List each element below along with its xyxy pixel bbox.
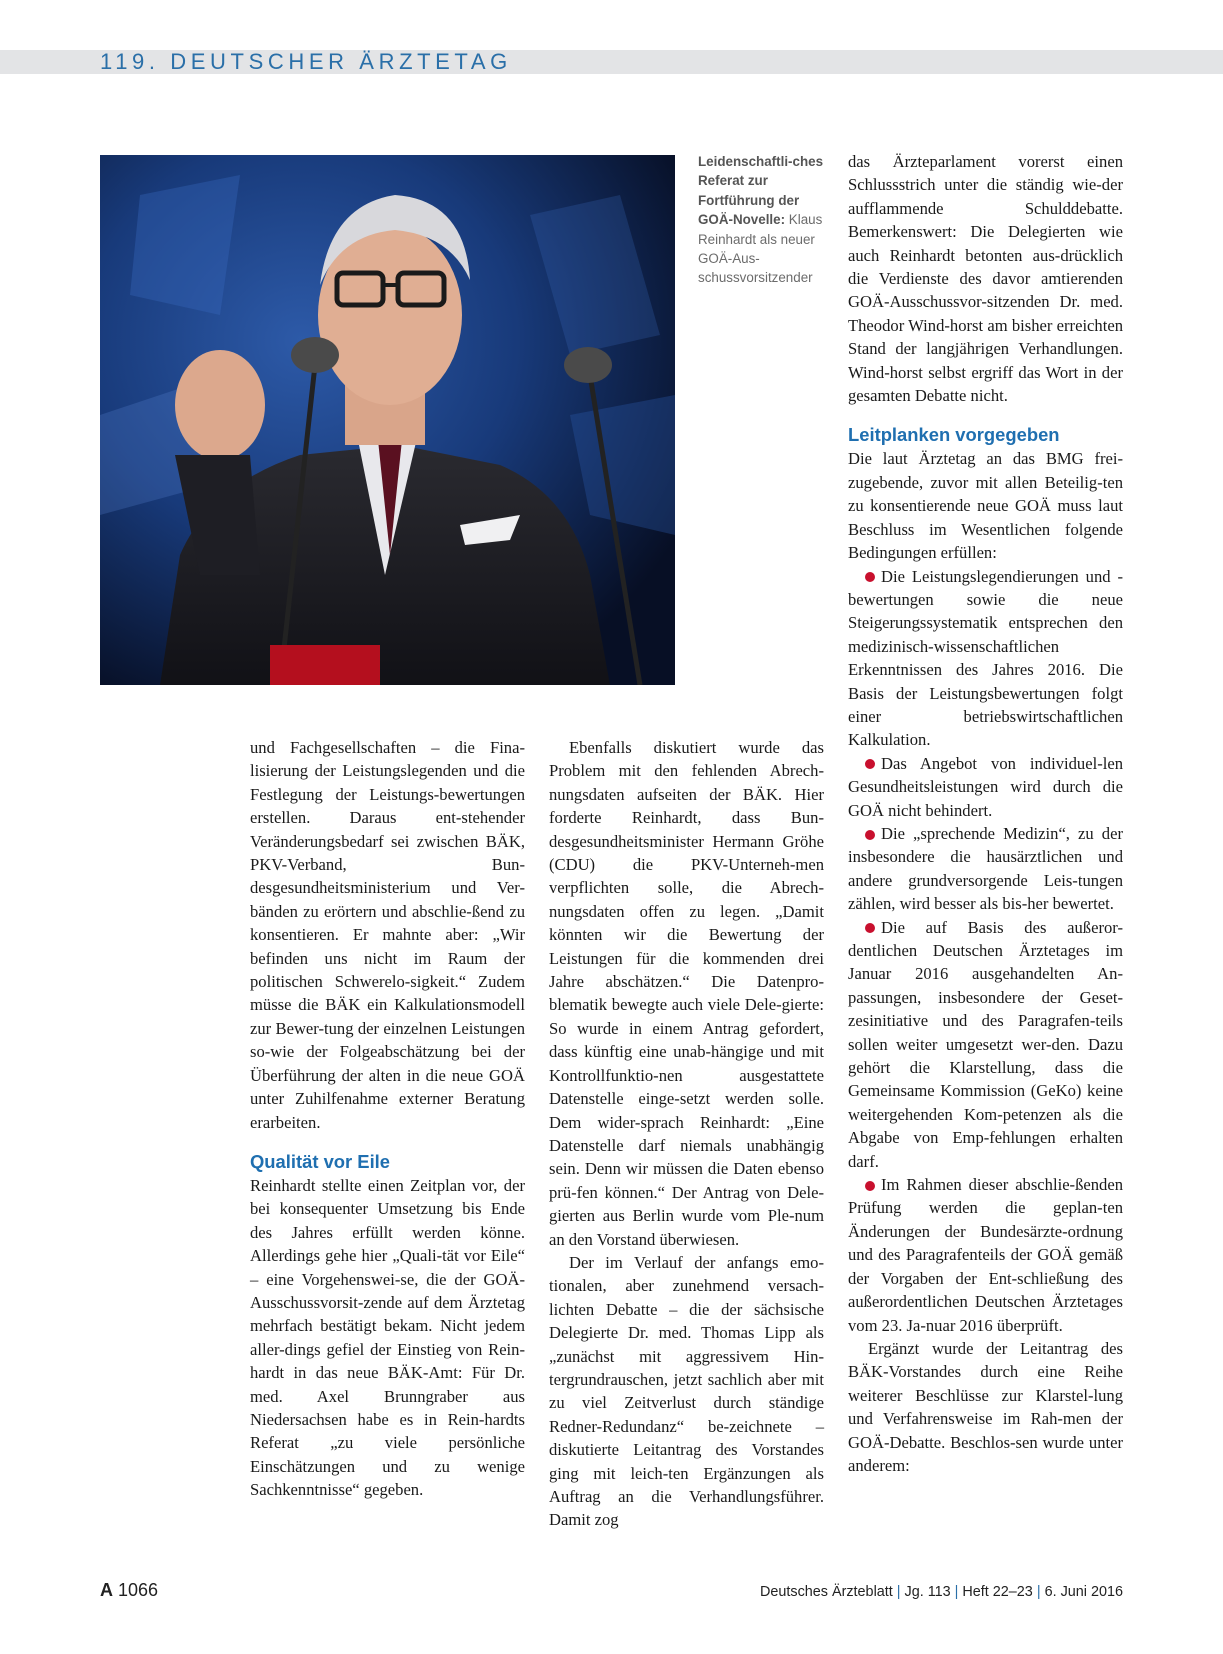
bullet-icon — [865, 830, 875, 840]
bullet-item: Die Leistungslegendierungen und -bewertungen sowie die neue Steigerungssystematik entsprechen den medizinisch-wissenschaftlichen Erkenntnissen des Jahres 2016. Die Basis der Leistungsbewertungen folgt einer betriebswirtschaftlichen Kalkulation. — [848, 566, 1123, 750]
paragraph: Der im Verlauf der anfangs emo-tionalen, aber zunehmend versach-lichten Debatte – die der sächsische Delegierte Dr. med. Thomas Lipp als „zunächst mit aggressivem Hin-tergrundrauschen, jetzt sachlich aber mit zu viel Zeitverlust durch ständige Redner-Redundanz“ be-zeichnete – diskutierte Leitantrag des Vorstandes ging mit leich-ten Ergänzungen als Auftrag an die Verhandlungsführer. Damit zog — [549, 1252, 824, 1530]
speaker-photo — [100, 155, 675, 685]
column-2 — [549, 736, 824, 1532]
column-1 — [250, 736, 525, 1502]
journal-date: 6. Juni 2016 — [1044, 1584, 1123, 1600]
paragraph: das Ärzteparlament vorerst einen Schlussstrich unter die ständig wie-der aufflammende Schulddebatte. Bemerkenswert: Die Delegierten wie auch Reinhardt betonten aus-drücklich die Verdienste des davor amtierenden GOÄ-Ausschussvor-sitzenden Dr. med. Theodor Wind-horst am bisher erreichten Stand der langjährigen Verhandlungen. Wind-horst selbst ergriff das Wort in der gesamten Debatte nicht. — [848, 152, 1123, 406]
subheading: Qualität vor Eile — [250, 1150, 391, 1172]
section-header: 119. DEUTSCHER ÄRZTETAG — [100, 49, 512, 74]
bullet-icon — [865, 572, 875, 582]
journal-volume: Jg. 113 — [904, 1584, 951, 1600]
bullet-icon — [865, 759, 875, 769]
page-number — [100, 1580, 158, 1601]
photo-caption — [698, 152, 823, 288]
page-number-value: 1066 — [118, 1580, 159, 1600]
bullet-icon — [865, 1181, 875, 1191]
paragraph: Reinhardt stellte einen Zeitplan vor, der bei konsequenter Umsetzung bis Ende des Jahres erfüllt werden könne. Allerdings gehe hier „Quali-tät vor Eile“ – eine Vorgehenswei-se, die der GOÄ-Ausschussvorsit-zende auf dem Ärztetag mehrfach bestätigt bekam. Nicht jedem aller-dings gefiel der Einstieg von Rein-hardt in das neue BÄK-Amt: Für Dr. med. Axel Brunngraber aus Niedersachsen habe es in Rein-hardts Referat „zu viele persönliche Einschätzungen und zu wenige Sachkenntnisse“ gegeben. — [250, 1175, 525, 1500]
column-3 — [848, 150, 1123, 1477]
paragraph: Ebenfalls diskutiert wurde das Problem mit den fehlenden Abrech-nungsdaten aufseiten der BÄK. Hier forderte Reinhardt, dass Bun-desgesundheitsminister Hermann Gröhe (CDU) die PKV-Unterneh-men verpflichten solle, die Abrech-nungsdaten offen zu legen. „Damit könnten wir die Bewertung der Leistungen für die kommenden drei Jahre abschätzen.“ Die Datenpro-blematik bewegte auch viele Dele-gierte: So wurde in einem Antrag gefordert, dass künftig eine unab-hängige und mit Kontrollfunktio-nen ausgestattete Datenstelle einge-setzt werden solle. Dem wider-sprach Reinhardt: „Eine Datenstelle darf niemals unabhängig sein. Denn wir müssen die Daten ebenso prü-fen können.“ Der Antrag von Dele-gierten aus Berlin wurde vom Ple-num an den Vorstand überwiesen. — [549, 738, 824, 1249]
paragraph: Die laut Ärztetag an das BMG frei-zugebende, zuvor mit allen Beteilig-ten zu konsentierende neue GOÄ muss laut Beschluss im Wesentlichen folgende Bedingungen erfüllen: — [848, 449, 1123, 563]
subheading: Leitplanken vorgegeben — [848, 424, 1060, 446]
bullet-item: Im Rahmen dieser abschlie-ßenden Prüfung werden die geplan-ten Änderungen der Bundesärzte-ordnung und des Paragrafenteils der GOÄ gemäß der Vorgaben der Ent-schließung des außerordentlichen Deutschen Ärztetages vom 23. Ja-nuar 2016 überprüft. — [848, 1175, 1123, 1335]
bullet-item: Die auf Basis des außeror-dentlichen Deutschen Ärztetages im Januar 2016 ausgehandelten An-passungen, insbesondere der Geset-zesinitiative und des Paragrafen-teils sollen weiter umgesetzt wer-den. Dazu gehört die Klarstellung, dass die Gemeinsame Kommission (GeKo) keine weitergehenden Kom-petenzen als die Abgabe von Emp-fehlungen erhalten darf. — [848, 917, 1123, 1171]
journal-issue: Heft 22–23 — [962, 1584, 1033, 1600]
journal-name: Deutsches Ärzteblatt — [759, 1584, 893, 1600]
bullet-item: Das Angebot von individuel-len Gesundheitsleistungen wird durch die GOÄ nicht behindert. — [848, 753, 1123, 820]
paragraph: Ergänzt wurde der Leitantrag des BÄK-Vorstandes durch eine Reihe weiterer Beschlüsse zur Klarstel-lung und Verfahrensweise im Rah-men der GOÄ-Debatte. Beschlos-sen wurde unter anderem: — [848, 1338, 1123, 1475]
caption-text: Klaus Reinhardt als neuer GOÄ-Aus-schussvorsitzender — [698, 212, 823, 286]
page-letter: A — [100, 1580, 113, 1600]
journal-footer: Deutsches Ärzteblatt | Jg. 113 | Heft 22–23 | 6. Juni 2016 — [759, 1584, 1123, 1600]
caption-lead: Leidenschaftli-ches Referat zur Fortführung der GOÄ-Novelle: — [698, 154, 824, 228]
bullet-icon — [865, 923, 875, 933]
paragraph: und Fachgesellschaften – die Fina-lisierung der Leistungslegenden und die Festlegung der Leistungs-bewertungen erstellen. Daraus ent-stehender Veränderungsbedarf sei zwischen BÄK, PKV-Verband, Bun-desgesundheitsministerium und Ver-bänden zu erörtern und abschlie-ßend zu konsentieren. Er mahnte aber: „Wir befinden uns nicht im Raum der politischen Schwerelo-sigkeit.“ Zudem müsse die BÄK ein Kalkulationsmodell zur Bewer-tung der einzelnen Leistungen so-wie der Folgeabschätzung bei der Überführung der alten in die neue GOÄ unter Zuhilfenahme externer Beratung erarbeiten. — [250, 738, 525, 1132]
bullet-item: Die „sprechende Medizin“, zu der insbesondere die hausärztlichen und andere grundversorgende Leis-tungen zählen, wird besser als bis-her bewertet. — [848, 823, 1123, 914]
